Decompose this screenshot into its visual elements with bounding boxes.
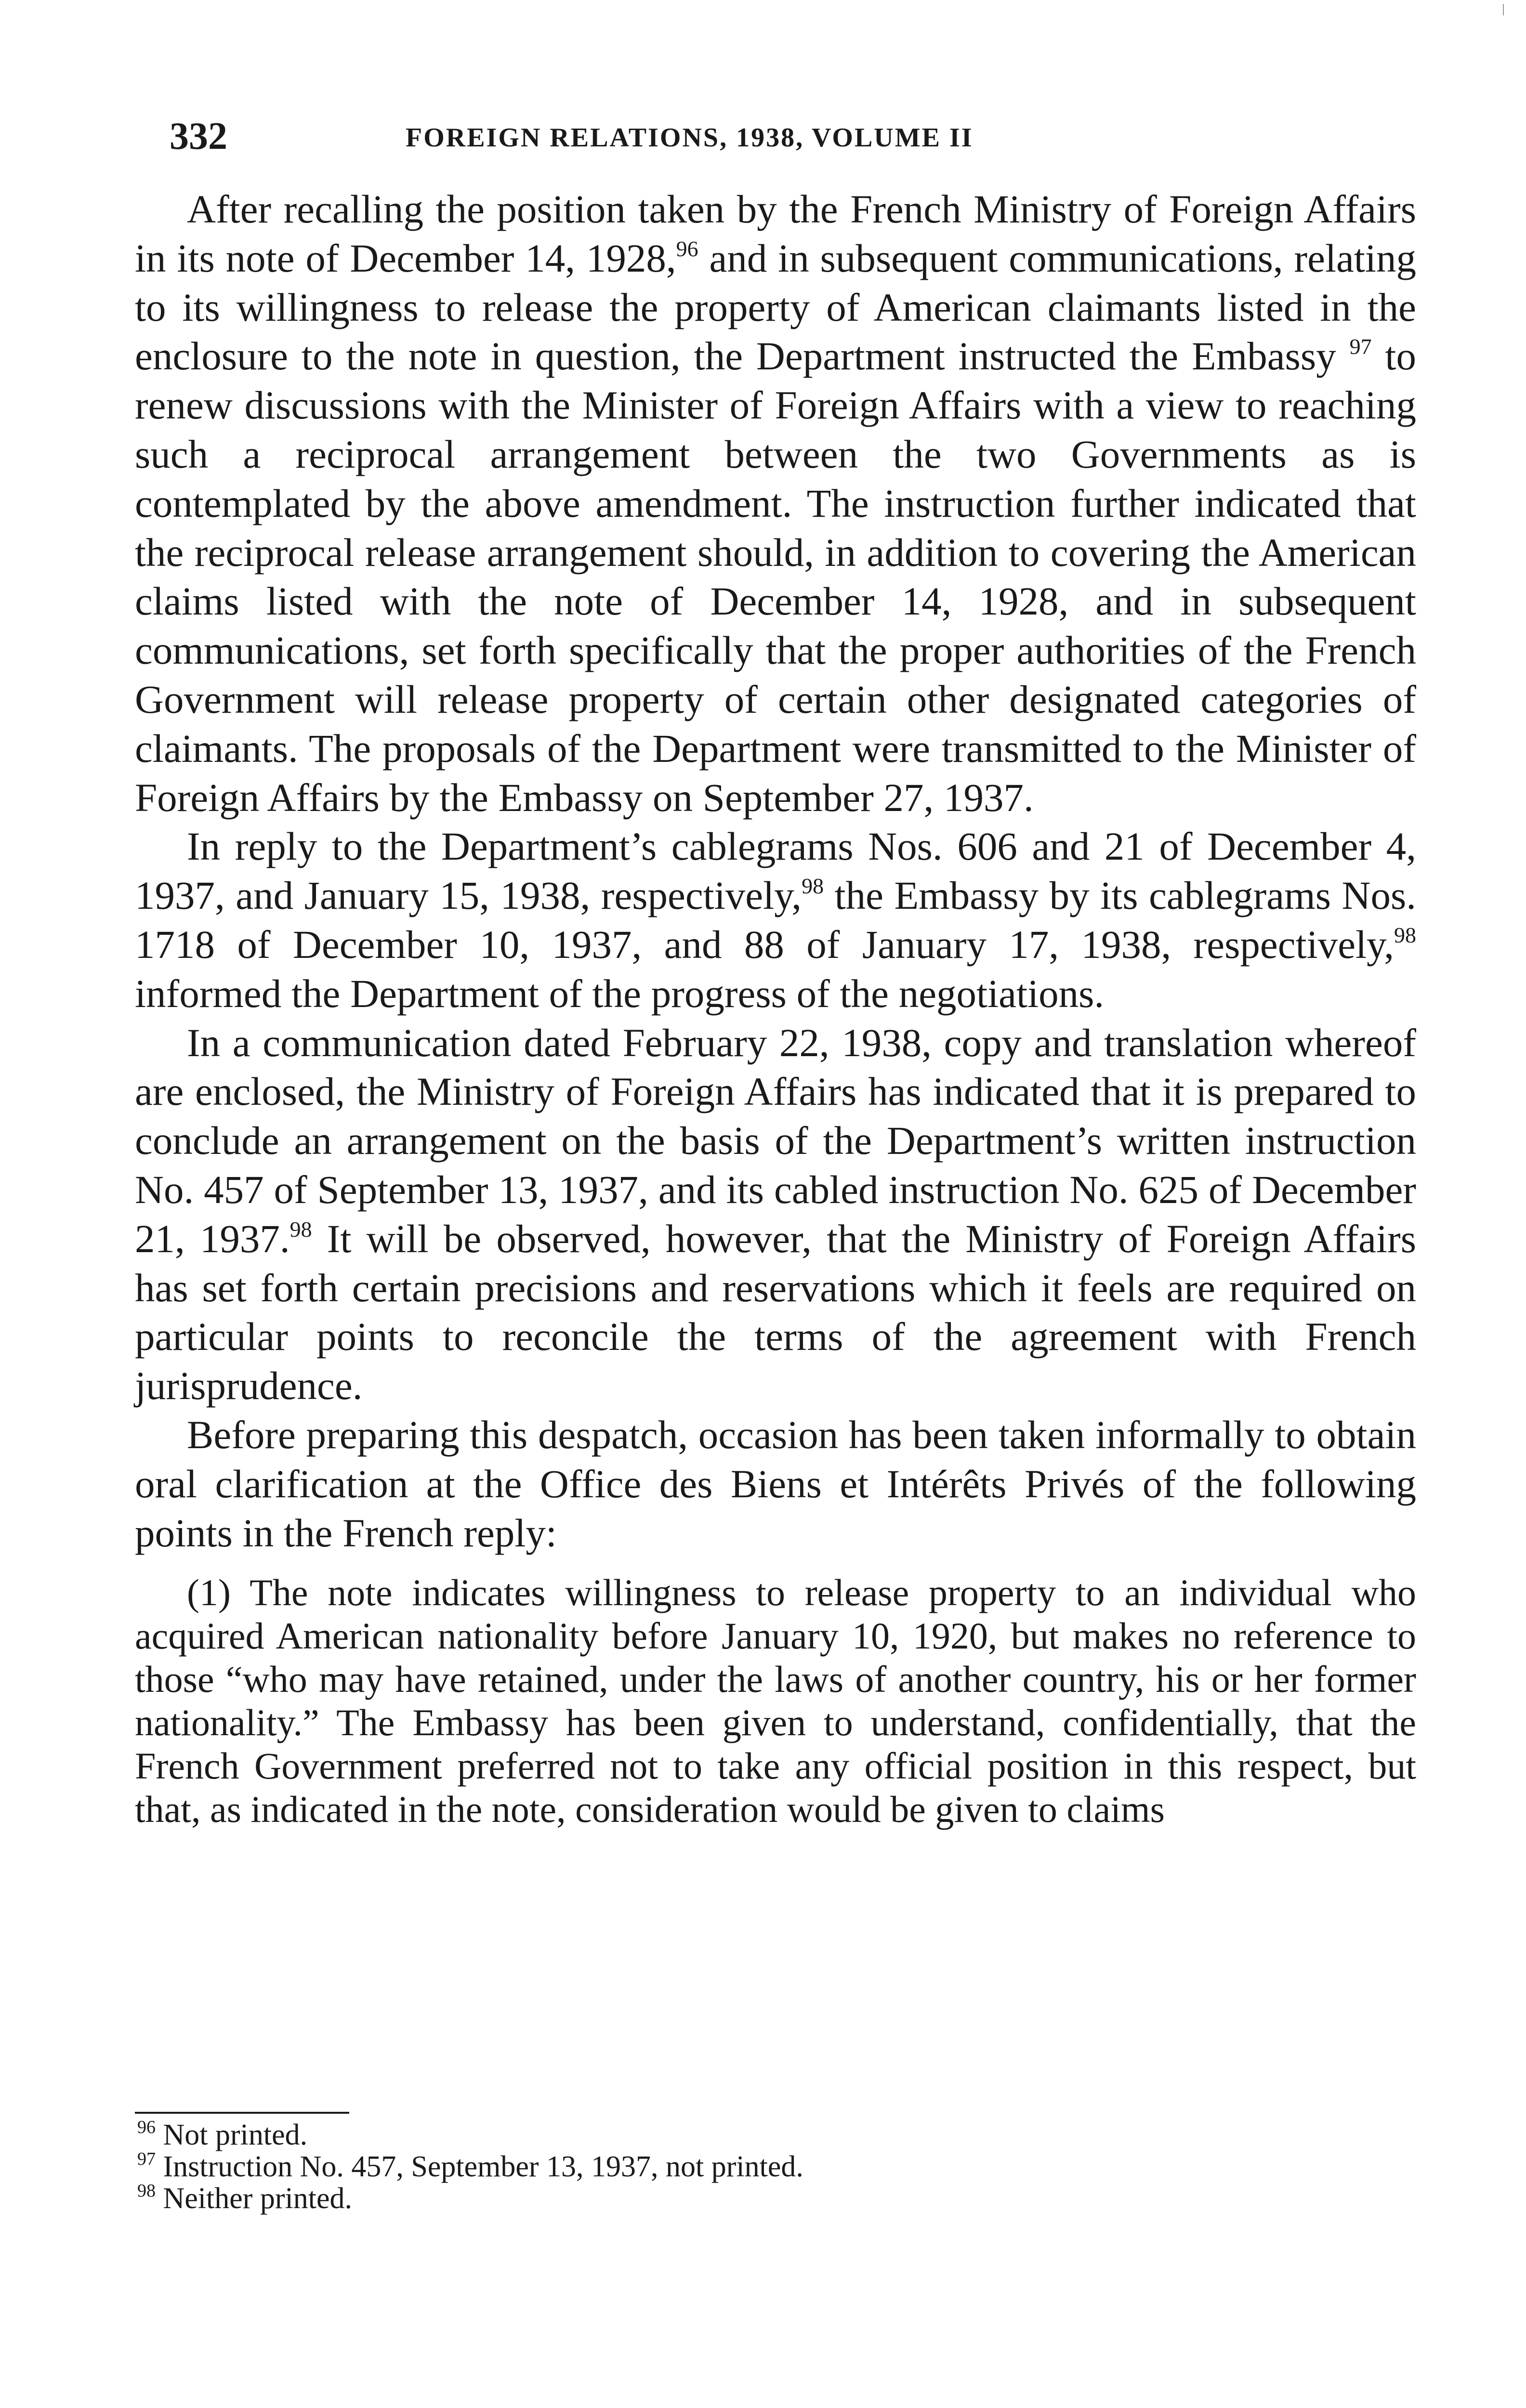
footnote-text: Not printed. bbox=[163, 2119, 308, 2151]
footnote-ref-98: 98 bbox=[1394, 922, 1416, 947]
body-text bbox=[135, 185, 1416, 1831]
text-segment: In reply to the Department’s cablegrams Nos. 606 and 21 of December 4, 1937, and January 15, 1938, respectively, bbox=[135, 824, 1416, 918]
footnote-divider bbox=[135, 2112, 349, 2114]
paragraph-1 bbox=[135, 185, 1416, 822]
footnote-ref-97: 97 bbox=[1349, 334, 1372, 359]
footnotes bbox=[137, 2119, 1390, 2214]
page-number: 332 bbox=[170, 115, 227, 157]
footnote-text: Instruction No. 457, September 13, 1937, not printed. bbox=[163, 2150, 803, 2183]
text-segment: (1) The note indicates willingness to release property to an individual who acquired American nationality before January 10, 1920, but makes no reference to those “who may have retained, under the laws of another country, his or her former nationality.” The Embassy has been given to understand, confidentially, that the French Government preferred not to take any official position in this respect, but that, as indicated in the note, consideration would be given to claims bbox=[135, 1571, 1416, 1831]
text-segment: and in subsequent communications, relating to its willingness to release the property of American claimants listed in the enclosure to the note in question, the Department instructed the Embassy bbox=[135, 236, 1416, 379]
text-segment: Before preparing this despatch, occasion has been taken informally to obtain oral clarification at the Office des Biens et Intérêts Privés of the following points in the French reply: bbox=[135, 1412, 1416, 1555]
paragraph-3 bbox=[135, 1019, 1416, 1411]
paragraph-2 bbox=[135, 822, 1416, 1018]
footnote-98 bbox=[137, 2183, 1390, 2214]
footnote-96 bbox=[137, 2119, 1390, 2151]
text-segment: In a communication dated February 22, 1938, copy and translation whereof are enclosed, the Ministry of Foreign Affairs has indicated that it is prepared to conclude an arrangement on the basis of the Department’s written instruction No. 457 of September 13, 1937, and its cabled instruction No. 625 of December 21, 1937. bbox=[135, 1020, 1416, 1261]
footnote-ref-96: 96 bbox=[676, 236, 698, 261]
text-segment: to renew discussions with the Minister of Foreign Affairs with a view to reaching such a reciprocal arrangement between the two Governments as is contemplated by the above amendment. The instruction further indicated that the reciprocal release arrangement should, in addition to covering the American claims listed with the note of December 14, 1928, and in subsequent communications, set forth specifically that the proper authorities of the French Government will release property of certain other designated categories of claimants. The proposals of the Department were transmitted to the Minister of Foreign Affairs by the Embassy on September 27, 1937. bbox=[135, 334, 1416, 820]
footnote-ref-98: 98 bbox=[802, 874, 824, 899]
footnote-marker: 96 bbox=[137, 2117, 156, 2137]
text-segment: the Embassy by its cablegrams Nos. 1718 of December 10, 1937, and 88 of January 17, 1938, respectively, bbox=[135, 873, 1416, 967]
scan-mark bbox=[1503, 4, 1504, 15]
page-header bbox=[170, 110, 1422, 163]
footnote-marker: 97 bbox=[137, 2149, 156, 2169]
running-title: FOREIGN RELATIONS, 1938, VOLUME II bbox=[406, 123, 973, 153]
text-segment: It will be observed, however, that the Ministry of Foreign Affairs has set forth certain precisions and reservations which it feels are required on particular points to reconcile the terms of the agreement with French jurisprudence. bbox=[135, 1216, 1416, 1408]
text-segment: After recalling the position taken by the French Ministry of Foreign Affairs in its note of December 14, 1928, bbox=[135, 187, 1416, 280]
footnote-ref-98: 98 bbox=[289, 1217, 312, 1242]
text-segment: informed the Department of the progress of the negotiations. bbox=[135, 971, 1105, 1016]
footnote-text: Neither printed. bbox=[163, 2182, 353, 2215]
paragraph-4 bbox=[135, 1411, 1416, 1557]
footnote-97 bbox=[137, 2151, 1390, 2183]
paragraph-5-list-item bbox=[135, 1571, 1416, 1831]
footnote-marker: 98 bbox=[137, 2181, 156, 2201]
